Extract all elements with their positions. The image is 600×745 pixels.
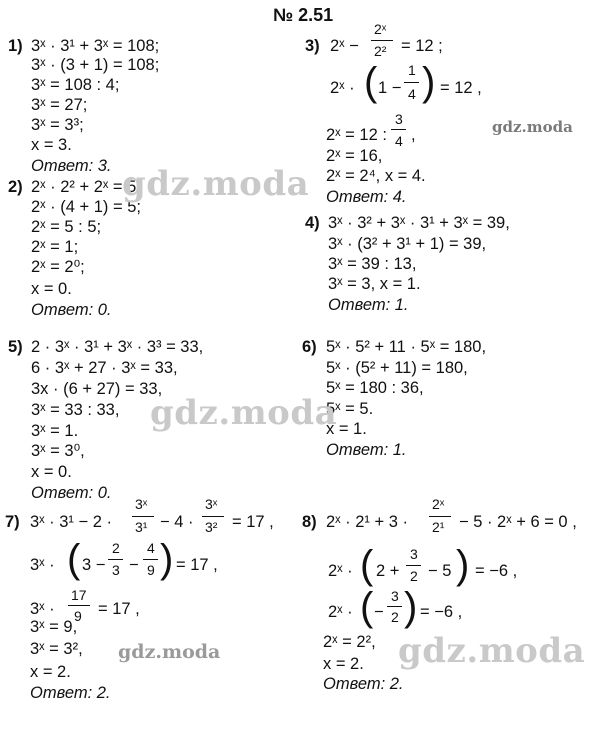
equation-line: x = 2.	[323, 655, 364, 673]
equation-part: 2ˣ = 12 :	[326, 126, 387, 144]
equation-line: 3x · (6 + 27) = 33,	[31, 380, 163, 398]
problem-number: 7)	[5, 513, 20, 531]
fraction-denominator: 9	[147, 562, 155, 578]
equation-line: 2 · 3ˣ · 3¹ + 3ˣ · 3³ = 33,	[31, 338, 204, 356]
fraction-bar	[371, 40, 393, 41]
equation-part: 2 +	[376, 562, 400, 580]
fraction-numerator: 3	[391, 588, 399, 604]
equation-line: 3ˣ · (3² + 3¹ + 1) = 39,	[328, 235, 487, 253]
equation-part: 2ˣ ·	[328, 603, 353, 621]
equation-line: 3ˣ · (3 + 1) = 108;	[31, 56, 160, 74]
equation-line: 3ˣ = 3⁰,	[31, 442, 85, 460]
fraction-denominator: 3²	[205, 519, 218, 535]
fraction-bar	[429, 516, 451, 517]
problem-number: 8)	[302, 513, 317, 531]
page-title: № 2.51	[273, 5, 334, 25]
equation-part: − 5	[428, 562, 452, 580]
equation-line: 2ˣ = 2⁴, x = 4.	[326, 167, 426, 185]
fraction-denominator: 2	[391, 609, 399, 625]
equation-part: = 17 ,	[232, 513, 274, 531]
fraction-denominator: 2²	[374, 43, 387, 59]
equation-line: 2ˣ · 2² + 2ˣ = 5;	[31, 178, 141, 196]
equation-line: 2ˣ · (4 + 1) = 5;	[31, 198, 141, 216]
equation-line: 3ˣ = 39 : 13,	[328, 255, 417, 273]
watermark: gdz.moda	[492, 118, 573, 136]
equation-line: 5ˣ = 180 : 36,	[326, 379, 424, 397]
equation-part: ,	[411, 126, 416, 144]
watermark: gdz.moda	[150, 393, 338, 433]
equation-part: = −6 ,	[420, 603, 463, 621]
equation-line: x = 2.	[30, 663, 71, 681]
equation-line: 2ˣ = 2²,	[323, 633, 376, 651]
equation-part: = 12 ;	[401, 37, 443, 55]
equation-line: 3ˣ · 3¹ + 3ˣ = 108;	[31, 37, 160, 55]
equation-part: 2ˣ −	[330, 37, 359, 55]
fraction-denominator: 3¹	[135, 519, 148, 535]
fraction-numerator: 2ˣ	[374, 21, 387, 37]
fraction-denominator: 9	[74, 608, 82, 624]
equation-part: 2ˣ ·	[330, 79, 355, 97]
fraction-numerator: 2ˣ	[432, 496, 445, 512]
equation-line: 5ˣ · (5² + 11) = 180,	[326, 359, 468, 377]
right-paren: )	[422, 60, 436, 104]
equation-part: 3ˣ · 3¹ − 2 ·	[30, 513, 112, 531]
problem-number: 6)	[302, 338, 317, 356]
watermark: gdz.moda	[398, 631, 586, 671]
equation-part: 3ˣ ·	[30, 556, 55, 574]
fraction-bar	[387, 606, 402, 607]
answer-line: Ответ: 0.	[31, 484, 112, 502]
equation-part: 3ˣ ·	[30, 600, 55, 618]
equation-part: 2ˣ ·	[328, 562, 353, 580]
equation-line: 2ˣ = 1;	[31, 238, 79, 256]
right-paren: )	[404, 585, 418, 629]
problem-number: 4)	[305, 214, 320, 232]
equation-line: 5ˣ = 5.	[326, 400, 374, 418]
equation-part: −	[374, 603, 384, 621]
fraction-bar	[132, 516, 154, 517]
equation-part: − 5 · 2ˣ + 6 = 0 ,	[459, 513, 577, 531]
equation-line: 2ˣ = 16,	[326, 147, 383, 165]
answer-line: Ответ: 2.	[30, 684, 111, 702]
answer-line: Ответ: 2.	[323, 675, 404, 693]
equation-line: x = 1.	[326, 420, 367, 438]
fraction-numerator: 2	[112, 540, 120, 556]
answer-line: Ответ: 0.	[31, 301, 112, 319]
equation-part: = 17 ,	[98, 600, 140, 618]
watermark: gdz.moda	[122, 164, 310, 204]
fraction-denominator: 3	[112, 562, 120, 578]
fraction-denominator: 2	[410, 568, 418, 584]
left-paren: (	[364, 60, 378, 104]
fraction-denominator: 2¹	[432, 519, 445, 535]
equation-part: 1 −	[378, 79, 402, 97]
equation-line: 3ˣ = 1.	[31, 422, 79, 440]
equation-part: − 4 ·	[160, 513, 194, 531]
equation-part: = −6 ,	[475, 562, 518, 580]
equation-line: 3ˣ = 3²,	[30, 640, 83, 658]
equation-line: 2ˣ = 5 : 5;	[31, 218, 102, 236]
answer-line: Ответ: 1.	[328, 296, 409, 314]
fraction-bar	[391, 129, 406, 130]
fraction-denominator: 4	[408, 86, 416, 102]
problem-number: 2)	[8, 178, 23, 196]
equation-line: x = 0.	[31, 463, 72, 481]
equation-line: 3ˣ = 108 : 4;	[31, 76, 120, 94]
fraction-numerator: 1	[408, 62, 416, 78]
equation-part: −	[129, 556, 139, 574]
fraction-bar	[406, 565, 421, 566]
watermark: gdz.moda	[118, 641, 221, 663]
answer-line: Ответ: 1.	[326, 441, 407, 459]
fraction-bar	[202, 516, 224, 517]
equation-line: 5ˣ · 5² + 11 · 5ˣ = 180,	[326, 338, 487, 356]
fraction-bar	[404, 82, 419, 83]
answer-line: Ответ: 3.	[31, 157, 112, 175]
equation-part: = 17 ,	[176, 556, 218, 574]
right-paren: )	[160, 537, 174, 581]
equation-part: 2ˣ · 2¹ + 3 ·	[326, 513, 408, 531]
equation-part: 3 −	[82, 556, 106, 574]
fraction-bar	[143, 559, 158, 560]
fraction-numerator: 3	[410, 546, 418, 562]
equation-line: x = 3.	[31, 136, 72, 154]
equation-line: 3ˣ = 3, x = 1.	[328, 275, 421, 293]
fraction-numerator: 17	[71, 587, 87, 603]
equation-part: = 12 ,	[440, 79, 482, 97]
fraction-numerator: 3ˣ	[205, 496, 218, 512]
equation-line: 6 · 3ˣ + 27 · 3ˣ = 33,	[31, 359, 178, 377]
fraction-bar	[108, 559, 123, 560]
problem-number: 1)	[8, 37, 23, 55]
left-paren: (	[67, 537, 81, 581]
fraction-denominator: 4	[395, 133, 403, 149]
fraction-numerator: 3	[395, 111, 403, 127]
equation-line: 3ˣ = 9,	[30, 618, 78, 636]
fraction-numerator: 4	[147, 540, 155, 556]
fraction-numerator: 3ˣ	[135, 496, 148, 512]
left-paren: (	[360, 585, 374, 629]
equation-line: 3ˣ = 27;	[31, 96, 88, 114]
equation-line: 3ˣ = 33 : 33,	[31, 401, 120, 419]
equation-line: 3ˣ · 3² + 3ˣ · 3¹ + 3ˣ = 39,	[328, 214, 510, 232]
answer-line: Ответ: 4.	[326, 188, 407, 206]
right-paren: )	[456, 543, 470, 587]
problem-number: 3)	[305, 37, 320, 55]
equation-line: 3ˣ = 3³;	[31, 116, 84, 134]
fraction-bar	[68, 605, 90, 606]
equation-line: 2ˣ = 2⁰;	[31, 258, 85, 276]
left-paren: (	[360, 543, 374, 587]
equation-line: x = 0.	[31, 280, 72, 298]
problem-number: 5)	[8, 338, 23, 356]
